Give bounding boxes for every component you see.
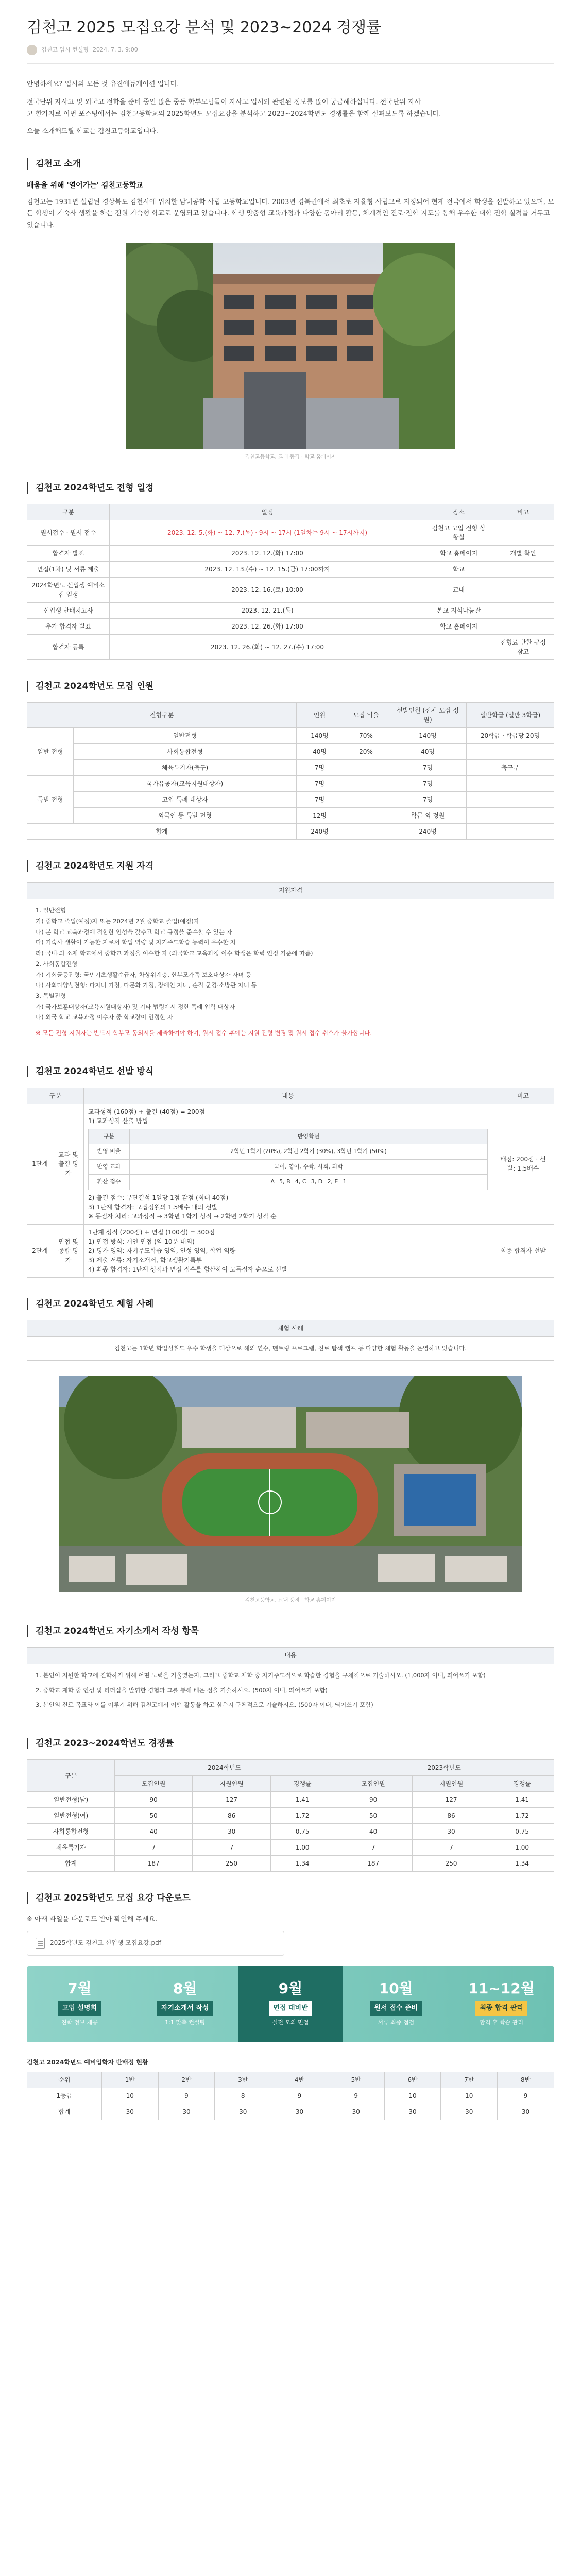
table-cell: 합계 <box>27 1856 115 1872</box>
table-header: 8반 <box>498 2072 554 2088</box>
table-cell: 7 <box>412 1840 490 1856</box>
table-cell: 2학년 1학기 (20%), 2학년 2학기 (30%), 3학년 1학기 (50%) <box>130 1144 488 1160</box>
table-cell: 30 <box>158 2104 215 2120</box>
table-row <box>89 1159 488 1175</box>
table-header: 지원인원 <box>193 1776 270 1792</box>
table-row <box>27 578 554 603</box>
intro-line: 고 한가지로 이번 포스팅에서는 김천고등학교의 2025학년도 모집요강을 분석하고 2023~2024학년도 경쟁률을 함께 살펴보도록 하겠습니다. <box>27 110 441 118</box>
banner-month: 10월 <box>379 1980 413 1997</box>
table-cell: 187 <box>115 1856 193 1872</box>
table-header: 구분 <box>89 1129 130 1144</box>
table-cell: 일반전형(여) <box>27 1808 115 1824</box>
quota-table <box>27 702 554 840</box>
table-cell: 7명 <box>297 776 343 792</box>
section-title: 김천고 소개 <box>27 158 554 170</box>
table-header: 모집 비율 <box>343 703 389 728</box>
post-title: 김천고 2025 모집요강 분석 및 2023~2024 경쟁률 <box>27 19 382 37</box>
table-header: 경쟁률 <box>490 1776 554 1792</box>
table-header: 일정 <box>110 504 425 520</box>
table-cell: 합격자 등록 <box>27 635 110 660</box>
table-cell: 2023. 12. 5.(화) ~ 12. 7.(목) · 9시 ~ 17시 (1일차는 9시 ~ 17시까지) <box>110 520 425 546</box>
table-cell <box>343 760 389 776</box>
table-cell: 체육특기자(축구) <box>74 760 297 776</box>
section-title: 김천고 2023~2024학년도 경쟁률 <box>27 1738 554 1749</box>
table-cell: 1.34 <box>490 1856 554 1872</box>
table-cell: 9 <box>498 2088 554 2104</box>
essay-box <box>27 1647 554 1717</box>
table-cell <box>492 520 554 546</box>
selection-line: ※ 동점자 처리: 교과성적 → 3학년 1학기 성적 → 2학년 2학기 성적 순 <box>88 1212 277 1220</box>
table-header: 일반학급 (일반 3학급) <box>467 703 554 728</box>
table-cell: 30 <box>498 2104 554 2120</box>
eligibility-line: 가) 중학교 졸업(예정)자 또는 2024년 2월 중학교 졸업(예정)자 <box>36 918 199 925</box>
table-cell: 반영 교과 <box>89 1159 130 1175</box>
box-body: 김천고는 1학년 학업성취도 우수 학생을 대상으로 해외 연수, 멘토링 프로그램, 진로 탐색 캠프 등 다양한 체험 활동을 운영하고 있습니다. <box>114 1345 467 1352</box>
table-cell: 2023. 12. 26.(화) ~ 12. 27.(수) 17:00 <box>110 635 425 660</box>
essay-item: 1. 본인이 지원한 학교에 진학하기 위해 어떤 노력을 기울였는지, 그리고 중학교 재학 중 자기주도적으로 학습한 경험을 구체적으로 기술하시오. (1,000자 이내, 띄어쓰기 포함) <box>36 1671 486 1679</box>
box-header: 지원자격 <box>27 883 554 899</box>
selection-line: 4) 최종 합격자: 1단계 성적과 면접 점수를 합산하여 고득점자 순으로 선발 <box>88 1265 287 1273</box>
table-row <box>27 619 554 635</box>
table-cell: 10 <box>384 2088 441 2104</box>
eligibility-line: 1. 일반전형 <box>36 907 66 914</box>
table-cell <box>467 808 554 824</box>
table-cell: 1.00 <box>270 1840 334 1856</box>
table-cell: 7명 <box>389 776 467 792</box>
table-cell: 학교 홈페이지 <box>425 546 492 562</box>
banner-month: 7월 <box>67 1980 92 1997</box>
table-cell: 70% <box>343 728 389 744</box>
table-cell: 0.75 <box>490 1824 554 1840</box>
table-cell: 1.41 <box>270 1792 334 1808</box>
eligibility-line: 나) 본 학교 교육과정에 적합한 인성을 갖추고 학교 규정을 준수할 수 있는 자 <box>36 928 232 936</box>
banner-month: 11~12월 <box>468 1980 535 1997</box>
table-cell <box>343 776 389 792</box>
table-cell: 2023. 12. 12.(화) 17:00 <box>110 546 425 562</box>
banner-step <box>449 1966 554 2042</box>
table-row <box>27 1104 554 1224</box>
selection-line: 1) 면접 방식: 개인 면접 (약 10분 내외) <box>88 1238 195 1245</box>
banner-month: 9월 <box>278 1980 303 1997</box>
table-cell: 학교 <box>425 562 492 578</box>
eligibility-line: 3. 특별전형 <box>36 992 66 999</box>
table-cell: 2023. 12. 26.(화) 17:00 <box>110 619 425 635</box>
table-cell: 40명 <box>297 744 343 760</box>
table-header: 전형구분 <box>27 703 297 728</box>
table-cell: 40 <box>115 1824 193 1840</box>
post-meta <box>27 45 554 55</box>
eligibility-line: 나) 외국 학교 교육과정 이수자 중 학교장이 인정한 자 <box>36 1013 174 1021</box>
table-cell: 20학급 · 학급당 20명 <box>467 728 554 744</box>
table-cell: 40 <box>334 1824 412 1840</box>
table-row <box>27 520 554 546</box>
table-cell: 원서접수 · 원서 접수 <box>27 520 110 546</box>
table-cell: 127 <box>412 1792 490 1808</box>
table-cell: 합계 <box>27 2104 102 2120</box>
box-header: 체험 사례 <box>27 1320 554 1337</box>
table-cell: 7명 <box>297 760 343 776</box>
table-row <box>27 776 554 792</box>
table-cell: 10 <box>441 2088 498 2104</box>
table-row <box>27 824 554 840</box>
table-cell: 140명 <box>297 728 343 744</box>
table-cell: 90 <box>334 1792 412 1808</box>
table-cell: 본교 지식나눔관 <box>425 603 492 619</box>
table-cell: 9 <box>271 2088 328 2104</box>
table-header: 2024학년도 <box>115 1760 334 1776</box>
eligibility-line: 라) 국내·외 소재 학교에서 중학교 과정을 이수한 자 (외국학교 교육과정 이수 학생은 학력 인정 기준에 따름) <box>36 950 313 957</box>
banner-label: 고입 설명회 <box>58 2001 101 2016</box>
banner-sub: 합격 후 학습 관리 <box>480 2019 524 2026</box>
intro-line: 오늘 소개해드릴 학교는 김천고등학교입니다. <box>27 128 159 136</box>
table-cell: 240명 <box>297 824 343 840</box>
table-header: 경쟁률 <box>270 1776 334 1792</box>
table-row <box>27 1856 554 1872</box>
photo-caption: 김천고등학교, 교내 풍경 · 학교 홈페이지 <box>245 1597 336 1603</box>
table-cell: 배점: 200점 · 선발: 1.5배수 <box>492 1104 554 1224</box>
table-header: 3반 <box>215 2072 271 2088</box>
table-row <box>27 1792 554 1808</box>
table-header: 비고 <box>492 1088 554 1104</box>
banner-step <box>132 1966 238 2042</box>
table-cell: 고입 특례 대상자 <box>74 792 297 808</box>
competition-table <box>27 1759 554 1872</box>
table-header: 인원 <box>297 703 343 728</box>
table-cell <box>84 1104 492 1224</box>
box-body <box>27 899 554 1044</box>
eligibility-box <box>27 882 554 1045</box>
author-name[interactable]: 김천고 입시 컨설팅 <box>41 46 89 54</box>
banner-month: 8월 <box>173 1980 197 1997</box>
box-body <box>27 1664 554 1717</box>
table-cell <box>425 635 492 660</box>
school-building-photo <box>126 243 455 449</box>
banner-step <box>238 1966 344 2042</box>
table-cell: 30 <box>384 2104 441 2120</box>
table-cell: 신입생 반배치고사 <box>27 603 110 619</box>
table-row <box>27 635 554 660</box>
file-icon <box>36 1938 45 1949</box>
table-cell: 140명 <box>389 728 467 744</box>
consulting-banner[interactable] <box>27 1966 554 2042</box>
table-header: 순위 <box>27 2072 102 2088</box>
grade-ratio-table <box>88 1129 488 1190</box>
eligibility-line: 다) 기숙사 생활이 가능한 자로서 학업 역량 및 자기주도학습 능력이 우수한 자 <box>36 939 236 946</box>
table-cell: 20% <box>343 744 389 760</box>
eligibility-line: 2. 사회통합전형 <box>36 960 78 968</box>
table-row <box>27 728 554 744</box>
table-cell: 127 <box>193 1792 270 1808</box>
table-row <box>27 1840 554 1856</box>
table-cell: 1.00 <box>490 1840 554 1856</box>
table-row <box>27 744 554 760</box>
table-cell: 1.72 <box>270 1808 334 1824</box>
eligibility-line: 나) 사회다양성전형: 다자녀 가정, 다문화 가정, 장애인 자녀, 순직 군경·소방관 자녀 등 <box>36 981 257 989</box>
table-cell: 30 <box>101 2104 158 2120</box>
table-cell: 2023. 12. 16.(토) 10:00 <box>110 578 425 603</box>
file-attachment[interactable] <box>27 1931 284 1956</box>
table-cell: 환산 점수 <box>89 1175 130 1190</box>
intro-line: 안녕하세요? 입시의 모든 것 유진에듀케이션 입니다. <box>27 80 179 88</box>
table-header: 구분 <box>27 1088 84 1104</box>
selection-table <box>27 1088 554 1278</box>
table-cell: 86 <box>193 1808 270 1824</box>
table-header: 4반 <box>271 2072 328 2088</box>
table-header: 모집인원 <box>334 1776 412 1792</box>
table-cell: 240명 <box>389 824 467 840</box>
table-cell: 7명 <box>297 792 343 808</box>
table-cell: 사회통합전형 <box>74 744 297 760</box>
banner-sub: 실전 모의 면접 <box>272 2019 309 2026</box>
photo-caption: 김천고등학교, 교내 풍경 · 학교 홈페이지 <box>245 454 336 460</box>
table-row <box>27 562 554 578</box>
table-cell <box>492 562 554 578</box>
divider <box>27 63 554 64</box>
table-header: 7반 <box>441 2072 498 2088</box>
table-cell <box>467 744 554 760</box>
table-cell: A=5, B=4, C=3, D=2, E=1 <box>130 1175 488 1190</box>
table-header: 비고 <box>492 504 554 520</box>
table-cell: 50 <box>115 1808 193 1824</box>
file-name[interactable]: 2025학년도 김천고 신입생 모집요강.pdf <box>50 1939 161 1947</box>
table-cell: 학교 홈페이지 <box>425 619 492 635</box>
table-header: 선발인원 (전체 모집 정원) <box>389 703 467 728</box>
table-row <box>27 603 554 619</box>
table-header: 지원인원 <box>412 1776 490 1792</box>
intro-line: 전국단위 자사고 및 외국고 전학을 준비 중인 많은 중등 학부모님들이 자사고 입시와 관련된 정보를 많이 궁금해하십니다. 전국단위 자사 <box>27 98 421 106</box>
banner-label: 원서 접수 준비 <box>370 2001 422 2016</box>
table-cell: 1.34 <box>270 1856 334 1872</box>
campus-aerial-photo <box>59 1376 522 1592</box>
table-row <box>27 1824 554 1840</box>
table-header: 1반 <box>101 2072 158 2088</box>
table-cell: 250 <box>412 1856 490 1872</box>
table-header: 내용 <box>84 1088 492 1104</box>
selection-line: 교과성적 (160점) + 출결 (40점) = 200점 <box>88 1108 206 1115</box>
table-cell: 7명 <box>389 760 467 776</box>
table-cell: 교과 및 출결 평가 <box>53 1104 84 1224</box>
table-cell: 체육특기자 <box>27 1840 115 1856</box>
table-cell: 특별 전형 <box>27 776 74 824</box>
essay-item: 3. 본인의 진로 목표와 이를 이루기 위해 김천고에서 어떤 활동을 하고 싶은지 구체적으로 기술하시오. (500자 이내, 띄어쓰기 포함) <box>36 1701 373 1709</box>
school-description: 김천고는 1931년 설립된 경상북도 김천시에 위치한 남녀공학 사립 고등학교입니다. 2003년 경북권에서 최초로 자율형 사립고로 지정되어 현재 전국에서 학생을 선발하고 있으며, 모든 학생이 기숙사 생활을 하는 전원 기숙형 학교로 운영되고 있습니다. 학생 맞춤형 교육과정과 다양한 동아리 활동, 체계적인 진로·진학 지도를 통해 우수한 대학 진학 실적을 거두고 있습니다. <box>27 198 554 230</box>
table-cell: 합격자 발표 <box>27 546 110 562</box>
schedule-table <box>27 504 554 660</box>
banner-label: 최종 합격 관리 <box>475 2001 527 2016</box>
table-cell: 외국인 등 특별 전형 <box>74 808 297 824</box>
eligibility-line: 가) 국가보훈대상자(교육지원대상자) 및 기타 법령에서 정한 특례 입학 대상자 <box>36 1003 235 1010</box>
table-cell: 30 <box>271 2104 328 2120</box>
table-row <box>27 760 554 776</box>
table-cell: 일반 전형 <box>27 728 74 776</box>
table-cell: 7명 <box>389 792 467 808</box>
banner-label: 자기소개서 작성 <box>157 2001 213 2016</box>
table-cell: 12명 <box>297 808 343 824</box>
banner-sub: 서류 최종 점검 <box>378 2019 415 2026</box>
table-cell: 10 <box>101 2088 158 2104</box>
table-cell: 90 <box>115 1792 193 1808</box>
section-title: 김천고 2024학년도 선발 방식 <box>27 1066 554 1077</box>
table-header: 2023학년도 <box>334 1760 554 1776</box>
table-cell: 30 <box>328 2104 384 2120</box>
table-cell: 2024학년도 신입생 예비소집 일정 <box>27 578 110 603</box>
section-title: 김천고 2024학년도 모집 인원 <box>27 681 554 692</box>
section-title: 김천고 2024학년도 자기소개서 작성 항목 <box>27 1625 554 1637</box>
banner-label: 면접 대비반 <box>269 2001 312 2016</box>
selection-line: 3) 제출 서류: 자기소개서, 학교생활기록부 <box>88 1256 202 1264</box>
banner-step <box>27 1966 132 2042</box>
table-row <box>27 1808 554 1824</box>
table-header: 구분 <box>27 1760 115 1792</box>
table-cell: 사회통합전형 <box>27 1824 115 1840</box>
section-title: 김천고 2024학년도 지원 자격 <box>27 860 554 872</box>
table-cell: 8 <box>215 2088 271 2104</box>
table-row <box>27 2104 554 2120</box>
table-cell: 7 <box>334 1840 412 1856</box>
table-cell <box>343 824 389 840</box>
table-cell: 7 <box>193 1840 270 1856</box>
table-header: 장소 <box>425 504 492 520</box>
table-cell: 2023. 12. 21.(목) <box>110 603 425 619</box>
table-cell: 김천고 고입 전형 상황실 <box>425 520 492 546</box>
table-header: 6반 <box>384 2072 441 2088</box>
table-cell: 9 <box>328 2088 384 2104</box>
table-cell: 전형료 반환 규정 참고 <box>492 635 554 660</box>
table-cell: 50 <box>334 1808 412 1824</box>
eligibility-line: 가) 기회균등전형: 국민기초생활수급자, 차상위계층, 한부모가족 보호대상자 자녀 등 <box>36 971 251 978</box>
table-cell: 30 <box>441 2104 498 2120</box>
table-cell: 250 <box>193 1856 270 1872</box>
section-title: 김천고 2024학년도 체험 사례 <box>27 1298 554 1310</box>
table-cell: 86 <box>412 1808 490 1824</box>
table-cell: 1.41 <box>490 1792 554 1808</box>
table-cell: 합계 <box>27 824 297 840</box>
table-row <box>27 546 554 562</box>
table-cell: 9 <box>158 2088 215 2104</box>
table-cell: 30 <box>193 1824 270 1840</box>
essay-item: 2. 중학교 재학 중 인성 및 리더십을 발휘한 경험과 그를 통해 배운 점을 기술하시오. (500자 이내, 띄어쓰기 포함) <box>36 1686 328 1694</box>
table-cell: 1.72 <box>490 1808 554 1824</box>
table-cell: 국어, 영어, 수학, 사회, 과학 <box>130 1159 488 1175</box>
table-cell: 추가 합격자 발표 <box>27 619 110 635</box>
table-cell <box>467 776 554 792</box>
section-title: 김천고 2025학년도 모집 요강 다운로드 <box>27 1892 554 1904</box>
table-cell: 1단계 <box>27 1104 53 1224</box>
eligibility-warning: ※ 모든 전형 지원자는 반드시 학부모 동의서를 제출하여야 하며, 원서 접수 후에는 지원 전형 변경 및 원서 접수 취소가 불가합니다. <box>36 1029 372 1037</box>
table-cell <box>343 808 389 824</box>
table-row <box>27 808 554 824</box>
table-header: 모집인원 <box>115 1776 193 1792</box>
school-motto: 배움을 위해 '열어가는' 김천고등학교 <box>27 181 144 190</box>
section-title: 김천고 2024학년도 전형 일정 <box>27 482 554 494</box>
table-cell: 187 <box>334 1856 412 1872</box>
table-cell: 0.75 <box>270 1824 334 1840</box>
selection-line: 1) 교과성적 산출 방법 <box>88 1117 148 1125</box>
table-cell: 국가유공자(교육지원대상자) <box>74 776 297 792</box>
intro <box>27 79 554 138</box>
table-cell <box>343 792 389 808</box>
table-cell: 30 <box>412 1824 490 1840</box>
table-cell: 최종 합격자 선발 <box>492 1224 554 1277</box>
selection-line: 3) 1단계 합격자: 모집정원의 1.5배수 내외 선발 <box>88 1203 218 1211</box>
selection-line: 2) 출결 점수: 무단결석 1일당 1점 감점 (최대 40점) <box>88 1194 229 1201</box>
table-cell: 개별 확인 <box>492 546 554 562</box>
class-assignment-table <box>27 2072 554 2120</box>
table-cell: 면접 및 종합 평가 <box>53 1224 84 1277</box>
banner-sub: 1:1 맞춤 컨설팅 <box>165 2019 206 2026</box>
table-cell: 일반전형(남) <box>27 1792 115 1808</box>
table-cell: 교내 <box>425 578 492 603</box>
banner-step <box>343 1966 449 2042</box>
table-cell: 2023. 12. 13.(수) ~ 12. 15.(금) 17:00까지 <box>110 562 425 578</box>
banner-sub: 진학 정보 제공 <box>61 2019 98 2026</box>
table-cell: 반영 비율 <box>89 1144 130 1160</box>
table-header: 2반 <box>158 2072 215 2088</box>
table-row <box>27 792 554 808</box>
table-row <box>89 1175 488 1190</box>
post-date: 2024. 7. 3. 9:00 <box>93 46 138 54</box>
table-cell <box>467 824 554 840</box>
experience-box <box>27 1320 554 1361</box>
table-cell <box>467 792 554 808</box>
box-header: 내용 <box>27 1648 554 1664</box>
avatar[interactable] <box>27 45 37 55</box>
table-cell: 7 <box>115 1840 193 1856</box>
table-header: 반영학년 <box>130 1129 488 1144</box>
table-cell <box>492 619 554 635</box>
table-header: 5반 <box>328 2072 384 2088</box>
table-cell: 면접(1차) 및 서류 제출 <box>27 562 110 578</box>
table-row <box>27 1224 554 1277</box>
section-title: 김천고 2024학년도 예비입학자 반배정 현황 <box>27 2058 148 2066</box>
table-row <box>89 1144 488 1160</box>
table-cell: 축구부 <box>467 760 554 776</box>
table-cell: 30 <box>215 2104 271 2120</box>
table-cell: 일반전형 <box>74 728 297 744</box>
table-cell: 학급 외 정원 <box>389 808 467 824</box>
table-cell: 1등급 <box>27 2088 102 2104</box>
table-cell <box>492 603 554 619</box>
table-row <box>27 2088 554 2104</box>
download-note: ※ 아래 파일을 다운로드 받아 확인해 주세요. <box>27 1916 158 1924</box>
table-cell: 40명 <box>389 744 467 760</box>
selection-line: 2) 평가 영역: 자기주도학습 영역, 인성 영역, 학업 역량 <box>88 1247 236 1255</box>
table-cell <box>84 1224 492 1277</box>
table-cell: 2단계 <box>27 1224 53 1277</box>
table-header: 구분 <box>27 504 110 520</box>
table-cell <box>492 578 554 603</box>
selection-line: 1단계 성적 (200점) + 면접 (100점) = 300점 <box>88 1228 215 1236</box>
